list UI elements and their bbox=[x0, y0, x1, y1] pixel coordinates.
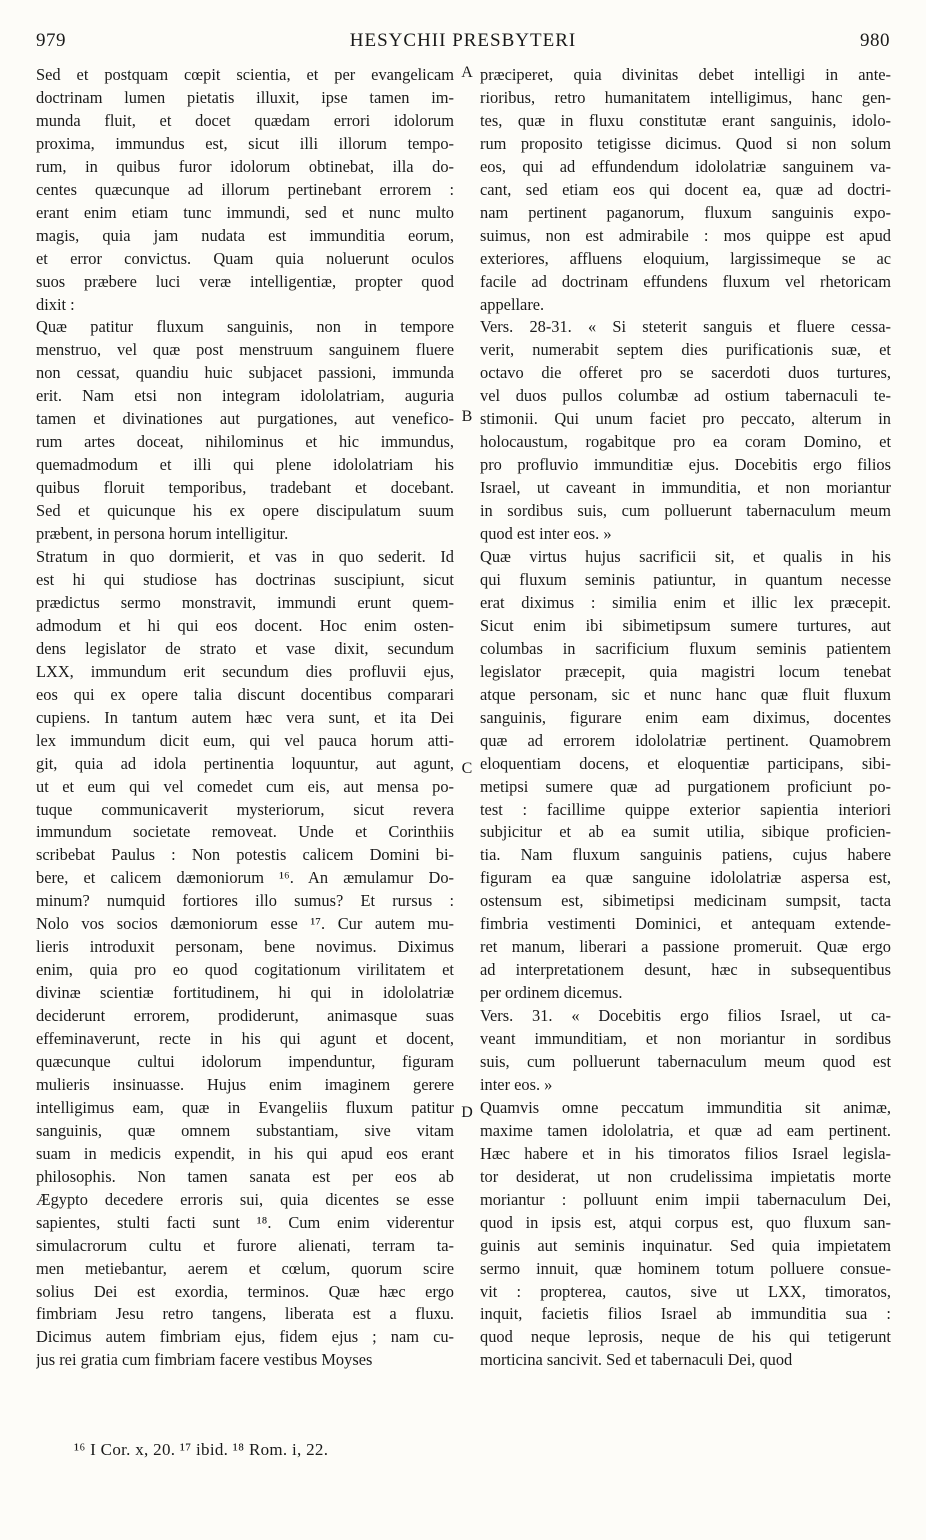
text-line: prædictus sermo monstravit, immundi erunt quem- bbox=[36, 592, 454, 612]
text-line: metipsi sumere quæ ad purgationem proficiunt po- bbox=[480, 776, 891, 796]
text-line: Vers. 31. « Docebitis ergo filios Israel, ut ca- bbox=[480, 1006, 891, 1026]
text-line: Dicimus autem fimbriam ejus, fidem ejus ; nam cu- bbox=[36, 1327, 454, 1347]
text-line: intelligimus eam, quæ in Evangeliis fluxum patitur bbox=[36, 1097, 454, 1117]
text-line: rioribus, retro humanitatem intelligimus, hanc gen- bbox=[480, 87, 891, 107]
text-line: figuram ea quæ sanguine idololatriæ aspersa est, bbox=[480, 868, 891, 888]
text-line: magis, quia jam nudata est immunditia eorum, bbox=[36, 225, 454, 245]
text-line: erat diximus : similia enim et illic lex præcepit. bbox=[480, 592, 891, 612]
text-line: philosophis. Non tamen sanata est per eos ab bbox=[36, 1166, 454, 1186]
page-header bbox=[36, 30, 890, 60]
text-line: qui fluxum seminis patiuntur, in quantum necesse bbox=[480, 569, 891, 589]
text-line: quod neque leprosis, neque de his qui tetigerunt bbox=[480, 1327, 891, 1347]
text-line: proxima, immundus est, sicut illi illorum tempo- bbox=[36, 133, 454, 153]
page-number-right: 980 bbox=[860, 30, 890, 51]
text-line: appellare. bbox=[480, 294, 545, 314]
text-line: tor desiderat, ut non crudelissima impietatis morte bbox=[480, 1166, 891, 1186]
text-line: pro profluvio immunditiæ ejus. Docebitis ergo filios bbox=[480, 455, 891, 475]
text-line: rum artes doceat, nihilominus et hic immundus, bbox=[36, 432, 454, 452]
text-line: simulacrorum cultu et furore alienati, terram ta- bbox=[36, 1235, 454, 1255]
text-line: cupiens. In tantum autem hæc vera sunt, et ita Dei bbox=[36, 707, 454, 727]
text-line: sapientes, stulti facti sunt ¹⁸. Cum enim viderentur bbox=[36, 1212, 454, 1232]
text-line: suis, cum polluerunt tabernaculum meum quod est bbox=[480, 1051, 891, 1071]
text-line: quod in ipsis est, atqui corpus est, quo fluxum san- bbox=[480, 1212, 891, 1232]
text-line: non cessat, quandiu huic subjacet passioni, immunda bbox=[36, 363, 454, 383]
text-line: Sicut enim ibi sibimetipsum sumere turtures, aut bbox=[480, 615, 891, 635]
text-line: morticina sancivit. Sed et tabernaculi Dei, quod bbox=[480, 1350, 793, 1370]
text-line: ostensum est, sibimetipsi medicinam sumpsit, tacta bbox=[480, 891, 891, 911]
text-line: ad interpretationem desunt, hæc in subsequentibus bbox=[480, 960, 891, 980]
text-line: fimbriam Jesu retro tangens, liberata est a fluxu. bbox=[36, 1304, 454, 1324]
text-line: in sordibus suis, cum polluerunt tabernaculum meum bbox=[480, 501, 891, 521]
section-marker-d: D bbox=[461, 1104, 473, 1121]
text-line: moriantur : polluunt enim impii tabernaculum Dei, bbox=[480, 1189, 891, 1209]
text-line: tamen et divinationes aut purgationes, aut venefico- bbox=[36, 409, 454, 429]
text-line: test : facillime quippe exterior sapientia interiori bbox=[480, 799, 891, 819]
text-line: suimus, non est admirabile : mos quippe est apud bbox=[480, 225, 891, 245]
text-line: erant enim etiam tunc immundi, sed et nunc multo bbox=[36, 202, 454, 222]
text-line: quæcunque cultui idolorum impenduntur, figuram bbox=[36, 1051, 454, 1071]
text-line: maxime tamen idololatria, et quæ ad eam pertinent. bbox=[480, 1120, 891, 1140]
text-line: atque personam, sic et nunc hanc quæ fluit fluxum bbox=[480, 684, 891, 704]
text-line: minum? numquid fortiores illo sumus? Et rursus : bbox=[36, 891, 454, 911]
text-line: centes quæcunque ad illorum pertinebant errorem : bbox=[36, 179, 454, 199]
text-line: jus rei gratia cum fimbriam facere vestibus Moyses bbox=[36, 1350, 373, 1370]
text-line: immundum societate removeat. Unde et Corinthiis bbox=[36, 822, 454, 842]
text-line: legislator præcepit, quia magistri locum tenebat bbox=[480, 661, 891, 681]
text-line: holocaustum, rogabitque pro ea coram Domino, et bbox=[480, 432, 891, 452]
text-line: scribebat Paulus : Non potestis calicem Domini bi- bbox=[36, 845, 454, 865]
text-line: quibus floruit temporibus, tradebant et docebant. bbox=[36, 478, 454, 498]
section-marker-c: C bbox=[461, 760, 473, 777]
text-line: dens legislator de strato et vase dixit, secundum bbox=[36, 638, 454, 658]
text-line: vit : propterea, cautos, sive ut LXX, timoratos, bbox=[480, 1281, 891, 1301]
text-line: est hi qui studiose has doctrinas suscipiunt, sicut bbox=[36, 569, 454, 589]
text-line: stimonii. Qui unum faciet pro peccato, alterum in bbox=[480, 409, 891, 429]
text-line: Sed et quicunque his ex opere discipulatum suum bbox=[36, 501, 454, 521]
text-line: erit. Nam etsi non integram idololatriam, auguria bbox=[36, 386, 454, 406]
text-line: vel duos pullos columbæ ad ostium tabernaculi te- bbox=[480, 386, 891, 406]
page-number-left: 979 bbox=[36, 30, 66, 51]
text-line: bere, et calicem dæmoniorum ¹⁶. An æmulamur Do- bbox=[36, 868, 454, 888]
text-line: lex immundum dicit eum, qui vel pauca horum atti- bbox=[36, 730, 454, 750]
text-line: præbent, in persona horum intelligitur. bbox=[36, 524, 289, 544]
text-line: ret manum, liberari a passione promeruit. Quæ ergo bbox=[480, 937, 891, 957]
text-line: rum, in quibus furor idolorum obtinebat, illa do- bbox=[36, 156, 454, 176]
text-line: Ægypto decedere erroris sui, quia dicentes se esse bbox=[36, 1189, 454, 1209]
text-line: munda fluit, et docet quædam errori idolorum bbox=[36, 110, 454, 130]
text-line: inquit, facietis filios Israel ab immunditia sua : bbox=[480, 1304, 891, 1324]
text-line: ut et eum qui vel comedet cum eis, aut mensa po- bbox=[36, 776, 454, 796]
text-line: per ordinem dicemus. bbox=[480, 983, 623, 1003]
text-line: verit, numerabit septem dies purificationis suæ, et bbox=[480, 340, 891, 360]
text-line: tes, quæ in fluxu constitutæ erant sanguinis, idolo- bbox=[480, 110, 891, 130]
text-line: fimbria vestimenti Dominici, et antequam extende- bbox=[480, 914, 891, 934]
right-column bbox=[480, 64, 891, 1372]
text-line: cant, sed etiam eos qui docent ea, quæ ad doctri- bbox=[480, 179, 891, 199]
text-line: mulieris insinuasse. Hujus enim imaginem gerere bbox=[36, 1074, 454, 1094]
text-line: sanguinis, figurare enim eam diximus, docentes bbox=[480, 707, 891, 727]
text-line: divinæ scientiæ fortitudinem, hi qui in idololatriæ bbox=[36, 983, 454, 1003]
text-line: quæ ad errorem idololatriæ pertinent. Quamobrem bbox=[480, 730, 891, 750]
text-line: Sed et postquam cœpit scientia, et per evangelicam bbox=[36, 65, 454, 84]
text-line: subjicitur et ab ea sumit utilia, sibique proficien- bbox=[480, 822, 891, 842]
text-line: inter eos. » bbox=[480, 1074, 553, 1094]
text-line: eos, qui ad effundendum idololatriæ sanguinem va- bbox=[480, 156, 891, 176]
text-line: eos qui ex opere talia discunt docentibus comparari bbox=[36, 684, 454, 704]
text-line: guinis aut seminis inquinatur. Sed quia impietatem bbox=[480, 1235, 891, 1255]
text-line: sanguinis, quæ omnem substantiam, sive vitam bbox=[36, 1120, 454, 1140]
section-marker-a: A bbox=[461, 64, 473, 81]
text-line: Quæ virtus hujus sacrificii sit, et qualis in his bbox=[480, 547, 891, 567]
text-line: quod est inter eos. » bbox=[480, 524, 612, 544]
text-line: præciperet, quia divinitas debet intelligi in ante- bbox=[480, 65, 891, 84]
text-line: admodum et hi qui eos docent. Hoc enim osten- bbox=[36, 615, 454, 635]
text-line: tia. Nam fluxum sanguinis patiens, cujus habere bbox=[480, 845, 891, 865]
text-line: git, quia ad idola pertinentia loquuntur, aut agunt, bbox=[36, 753, 454, 773]
text-line: Quamvis omne peccatum immunditia sit animæ, bbox=[480, 1097, 891, 1117]
text-line: facile ad doctrinam effundens fluxum vel rhetoricam bbox=[480, 271, 891, 291]
text-line: eloquentiam docens, et eloquentiæ participans, sibi- bbox=[480, 753, 891, 773]
text-line: Hæc habere et in his timoratos filios Israel legisla- bbox=[480, 1143, 891, 1163]
text-line: exteriores, affluens eloquium, largissimeque se ac bbox=[480, 248, 891, 268]
text-line: tuque communicaverit mysteriorum, sicut revera bbox=[36, 799, 454, 819]
text-line: Stratum in quo dormierit, et vas in quo sederit. Id bbox=[36, 547, 454, 567]
text-line: rum proposito tetigisse dicimus. Quod si non solum bbox=[480, 133, 891, 153]
text-line: menstruo, vel quæ post menstruum sanguinem fluere bbox=[36, 340, 454, 360]
text-line: lieris introduxit personam, bene novimus. Diximus bbox=[36, 937, 454, 957]
section-marker-b: B bbox=[461, 408, 473, 425]
text-line: doctrinam lumen pietatis illuxit, ipse tamen im- bbox=[36, 87, 454, 107]
text-line: solius Dei est exordia, terminos. Quæ hæc ergo bbox=[36, 1281, 454, 1301]
text-line: sermo innuit, quæ hominem totum polluere consue- bbox=[480, 1258, 891, 1278]
text-line: men metiebantur, aerem et cœlum, quorum scire bbox=[36, 1258, 454, 1278]
text-line: Quæ patitur fluxum sanguinis, non in tempore bbox=[36, 317, 454, 337]
text-line: suos præbere luci veræ intelligentiæ, propter quod bbox=[36, 271, 454, 291]
running-title: HESYCHII PRESBYTERI bbox=[349, 30, 577, 51]
text-line: veant immunditiam, et non moriantur in sordibus bbox=[480, 1029, 891, 1049]
text-line: et error convictus. Quam quia noluerunt oculos bbox=[36, 248, 454, 268]
text-line: Vers. 28-31. « Si steterit sanguis et fluere cessa- bbox=[480, 317, 891, 337]
text-line: suam in medicis expendit, in his qui apud eos erant bbox=[36, 1143, 454, 1163]
text-line: enim, quia pro eo quod cogitationum virilitatem et bbox=[36, 960, 454, 980]
text-line: LXX, immundum erit secundum dies profluvii ejus, bbox=[36, 661, 454, 681]
text-line: nam pertinent paganorum, fluxum sanguinis expo- bbox=[480, 202, 891, 222]
text-line: Israel, ut caveant in immunditia, et non moriantur bbox=[480, 478, 891, 498]
text-line: Nolo vos socios dæmoniorum esse ¹⁷. Cur autem mu- bbox=[36, 914, 454, 934]
text-line: octavo die offeret pro se sacerdoti duos turtures, bbox=[480, 363, 891, 383]
footnotes: ¹⁶ I Cor. x, 20. ¹⁷ ibid. ¹⁸ Rom. i, 22. bbox=[74, 1440, 329, 1459]
text-line: dixit : bbox=[36, 294, 75, 314]
text-line: columbas in sacrificium fluxum seminis patientem bbox=[480, 638, 891, 658]
text-line: effeminaverunt, recte in his qui agunt et docent, bbox=[36, 1029, 454, 1049]
left-column bbox=[36, 64, 454, 1372]
text-line: quemadmodum et illi qui plene idololatriam his bbox=[36, 455, 454, 475]
text-line: deciderunt errorem, prodiderunt, animasque suas bbox=[36, 1006, 454, 1026]
